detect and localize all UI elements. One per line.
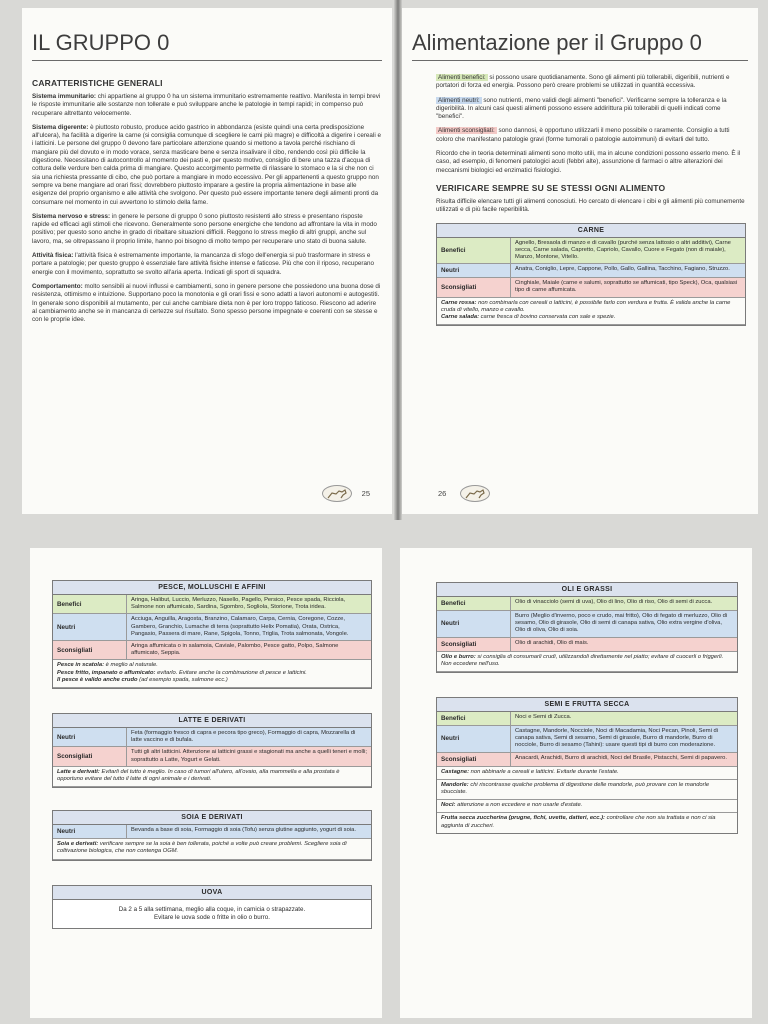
table-note	[437, 813, 737, 832]
row-label: Benefici	[437, 238, 511, 264]
row-neutri	[53, 614, 371, 641]
highlight-neutri: Alimenti neutri:	[438, 96, 480, 104]
definitions	[436, 74, 746, 175]
definition-sconsigliati	[436, 127, 746, 144]
horse-rider-emblem-icon	[460, 485, 490, 502]
row-sconsigliati	[437, 753, 737, 767]
row-items: Burro (Meglio d'inverno, poco e crudo, mai fritto), Olio di fegato di merluzzo, Olio di sesamo, Olio di girasole, Olio di semi di canapa sativa, Olio extra vergine d'oliva, Olio di oliva, Olio di soia.	[515, 613, 728, 634]
note-lead: Pesce in scatola:	[57, 662, 105, 669]
uova-line: Da 2 a 5 alla settimana, meglio alla coque, in camicia o strapazzate.	[118, 905, 306, 913]
paragraph-lead: Sistema nervoso e stress:	[32, 212, 111, 220]
row-items: Olio di arachidi, Olio di mais.	[515, 639, 589, 646]
row-items: Anatra, Coniglio, Lepre, Cappone, Pollo, Gallo, Gallina, Tacchino, Fagiano, Struzzo.	[515, 266, 730, 273]
table-note	[437, 780, 737, 800]
page-28	[400, 548, 752, 1018]
paragraph-lead: Comportamento:	[32, 282, 83, 290]
row-label: Sconsigliati	[53, 747, 127, 765]
note	[441, 314, 741, 321]
paragraph-text: è piuttosto robusto, produce acido gastrico in abbondanza (esiste quindi una certa predisposizione all'ulcera), ha facilità a digerire la carne (si consiglia comunque di scegliere le carni più magre) e difficoltà a digerire i cereali e i latticini. Le persone del gruppo 0 devono fare particolare attenzione quando si mettono a tavola perché rischiano di mangiare più del dovuto e in modo vorace, senza masticare bene e senza insalivare il cibo, rendendo così più difficile la digestione. Necessitano di autocontrollo al momento dei pasti e, per questo motivo, consiglio di bere una tazza d'acqua di cottura delle verdure ben calda prima di mangiare. Questo accorgimento permette di rilassare lo stomaco e la si che non ci sia una richiesta pressante di cibo, che può portare a mangiare in modo eccessivo. Per gli appartenenti a questo gruppo non sempre va bene mangiare ad orari fissi; dovrebbero piuttosto imparare a gestire la propria alimentazione in base alle esigenze del proprio organismo e alle attività che svolgono. Per questo può essere importante tenere degli alimenti pronti da consumare nel momento in cui avvertono lo stimolo della fame.	[32, 123, 381, 206]
page-25	[22, 8, 392, 514]
note	[57, 769, 367, 783]
paragraph-text: in genere le persone di gruppo 0 sono piuttosto resistenti allo stress e presentano risposte rapide ed efficaci agli stimoli che ricevono. Generalmente sono persone energiche che tendono ad affrontare la vita in modo positivo; per questo sono anche in grado di ribaltare situazioni difficili. Reggono lo stress meglio di altri gruppi, anche sul lavoro, ma, se oltrepassano il proprio limite, hanno poi bisogno di molto tempo per recuperare uno stato di buona salute.	[32, 212, 377, 245]
row-label: Neutri	[53, 825, 127, 838]
note	[57, 677, 367, 684]
intro-text: Risulta difficile elencare tutti gli alimenti conosciuti. Ho cercato di elencare i cibi e gli alimenti più comunemente utilizzati e di più facile reperibilità.	[436, 197, 745, 214]
note	[441, 815, 733, 829]
section-heading: VERIFICARE SEMPRE SU SE STESSI OGNI ALIMENTO	[436, 182, 666, 193]
definition-text: sono dannosi, è opportuno utilizzarli il meno possibile o raramente. Consiglio a tutti coloro che manifestano patologie gravi (forme tumorali o patologie autoimmuni) di evitarli del tutto.	[436, 127, 730, 143]
row-label: Neutri	[437, 611, 511, 637]
oli-table	[436, 582, 738, 673]
row-items: Aringa affumicata o in salamoia, Caviale, Palombo, Pesce gatto, Polpo, Salmone affumicato, Seppia.	[131, 643, 339, 657]
row-label: Sconsigliati	[437, 638, 511, 651]
row-benefici	[437, 712, 737, 726]
book-gutter	[394, 0, 402, 520]
row-neutri	[437, 726, 737, 753]
note	[441, 654, 733, 668]
note-text: si consiglia di consumarli crudi, utilizzandoli direttamente nel piatto; evitare di cuocerli o friggerli. Non eccedere nell'uso.	[441, 653, 724, 667]
note-lead: Noci:	[441, 802, 456, 809]
paragraphs	[32, 93, 382, 324]
row-items: Aringa, Halibut, Luccio, Merluzzo, Nasello, Pagello, Persico, Pesce spada, Ricciola, Salmone non affumicato, Sardina, Sgombro, Sogliola, Storione, Trota iridea.	[131, 597, 346, 611]
paragraph-lead: Sistema immunitario:	[32, 93, 97, 100]
row-benefici	[437, 238, 745, 265]
note-text: (ad esempio spada, salmone ecc.)	[137, 676, 228, 683]
note-text: attenzione a non eccedere e non usarle d'estate.	[455, 802, 583, 809]
page-number: 26	[438, 489, 447, 498]
note-lead: Castagne:	[441, 768, 470, 775]
row-label: Sconsigliati	[437, 753, 511, 766]
note-lead: Frutta secca zuccherina (prugne, fichi, uvette, datteri, ecc.):	[441, 815, 605, 822]
note-lead: Carne rossa:	[441, 299, 477, 306]
note	[57, 670, 367, 677]
row-sconsigliati	[53, 747, 371, 766]
note-lead: Olio e burro:	[441, 653, 476, 660]
paragraph	[32, 213, 382, 246]
uova-table	[52, 885, 372, 929]
row-sconsigliati	[437, 638, 737, 652]
table-title: LATTE E DERIVATI	[53, 714, 371, 728]
row-neutri	[437, 611, 737, 638]
paragraph-text: l'attività fisica è estremamente importante, la mancanza di sfogo dell'energia si può trasformare in stress e portare a patologie; per questo gruppo è essenziale fare attività fisiche intense e faticose. Più che con il riposo, recuperano energie con il movimento, soprattutto se svolto all'aria aperta. Indicati gli sport di squadra.	[32, 252, 374, 276]
paragraph-lead: Sistema digerente:	[32, 123, 89, 131]
definition-benefici	[436, 74, 746, 91]
row-neutri	[437, 264, 745, 278]
row-items: Acciuga, Anguilla, Aragosta, Branzino, Calamaro, Carpa, Cernia, Coregone, Cozze, Gambero, Granchio, Lumache di terra (soprattutto Helix Pomatia), Orata, Ostrica, Pangasio, Passera di mare, Rane, Spigola, Tonno, Triglia, Trota salmonata, Vongole.	[131, 616, 349, 637]
uova-body	[53, 900, 371, 928]
paragraph-text: molto sensibili ai nuovi influssi e cambiamenti, sono in genere persone che possiedono una buona dose di resistenza, ottimismo e intuizione. Supportano poco la monotonia e gli orari fissi e sono adatti a lavori autonomi e autogestiti. In generale sono disponibili al mutamento, per cui anche cambiare dieta non è per loro troppo faticoso. Riescono ad aderire al cambiamento anche se in mancanza di certezze sul risultato. Sono spesso persone impegnate e coerenti con se stesse e con le proprie idee.	[32, 282, 381, 324]
paragraph	[32, 93, 382, 118]
note-text: controllare che non sia trattata e non ci sia aggiunta di zuccheri.	[441, 815, 716, 829]
row-items: Cinghiale, Maiale (carne e salumi, soprattutto se affumicati, tipo Speck), Oca, qualsiasi tipo di carne affumicata.	[515, 280, 738, 294]
remember-paragraph: Ricordo che in teoria determinati alimenti sono molto utili, ma in alcune condizioni possono esserlo meno. È il caso, ad esempio, di fenomeni patologici acuti (febbri alte), assunzione di farmaci o altre alterazioni dei meccanismi biologici ed enzimatici fisiologici.	[436, 150, 741, 174]
note-text: non abbinarle a cereali e latticini. Evitarle durante l'estate.	[469, 768, 619, 775]
row-neutri	[53, 728, 371, 747]
table-notes	[53, 660, 371, 688]
note	[441, 769, 733, 776]
row-label: Neutri	[53, 614, 127, 640]
row-label: Benefici	[53, 595, 127, 613]
row-label: Benefici	[437, 597, 511, 610]
row-label: Sconsigliati	[53, 641, 127, 659]
highlight-sconsigliati: Alimenti sconsigliati:	[438, 127, 495, 135]
page-body	[436, 74, 746, 330]
table-title: UOVA	[53, 886, 371, 900]
horse-rider-emblem-icon	[322, 485, 352, 502]
row-items: Feta (formaggio fresco di capra e pecora tipo greco), Formaggio di capra, Mozzarella di latte vaccino e di bufala.	[131, 730, 356, 744]
note-lead: Carne salada:	[441, 313, 480, 320]
note	[441, 300, 741, 314]
table-notes	[53, 839, 371, 859]
row-items: Olio di vinacciolo (semi di uva), Olio di lino, Olio di riso, Olio di semi di zucca.	[515, 599, 713, 605]
row-benefici	[437, 597, 737, 611]
table-title: OLI E GRASSI	[437, 583, 737, 597]
table-note	[437, 767, 737, 780]
row-items: Noci e Semi di Zucca.	[515, 714, 572, 721]
note-lead: Latte e derivati:	[57, 768, 100, 775]
page-number: 25	[361, 489, 370, 498]
section-heading: CARATTERISTICHE GENERALI	[32, 78, 163, 88]
table-notes	[437, 652, 737, 672]
highlight-benefici: Alimenti benefici:	[438, 74, 486, 81]
page-body	[436, 582, 738, 838]
row-label: Neutri	[437, 726, 511, 752]
row-items: Tutti gli altri latticini. Attenzione ai latticini grassi e stagionati ma anche a quelli teneri e molli; soprattutto a Latte, Yogurt e Gelati.	[131, 749, 367, 763]
note-text: chi riscontrasse qualche problema di digestione delle mandorle, può provare con le mandorle sbucciate.	[441, 781, 710, 796]
row-label: Neutri	[437, 264, 511, 277]
page-27	[30, 548, 382, 1018]
table-notes	[437, 298, 745, 326]
table-note	[437, 800, 737, 813]
paragraph	[32, 283, 382, 324]
note-lead: Soia e derivati:	[57, 841, 99, 848]
note	[441, 802, 733, 809]
paragraph	[32, 124, 382, 207]
note-lead: Mandorle:	[441, 781, 469, 788]
note-text: Evitarli del tutto è meglio. In caso di tumori all'utero, all'ovaio, alla mammella e alla prostata è opportuno evitare del tutto il latte di ogni animale e i derivati.	[57, 768, 340, 783]
row-neutri	[53, 825, 371, 839]
note-text: evitarlo. Evitare anche la combinazione di pesce e latticini.	[155, 669, 307, 676]
row-items: Agnello, Bresaola di manzo e di cavallo (purché senza lattosio o altri additivi), Carne secca, Carne salada, Capretto, Capriolo, Cavallo, Cuore e Fegato (non di maiale), Manzo, Montone, Vitello.	[515, 239, 731, 260]
row-items: Anacardi, Arachidi, Burro di arachidi, Noci del Brasile, Pistacchi, Semi di papavero.	[515, 754, 728, 761]
note-lead: Pesce fritto, impanato o affumicato:	[57, 669, 156, 676]
row-sconsigliati	[53, 641, 371, 660]
row-benefici	[53, 595, 371, 614]
paragraph-text: chi appartiene al gruppo 0 ha un sistema immunitario estremamente reattivo. Manifesta in tempi brevi le risposte immunitarie alle sostanze non tollerate e può sviluppare anche le patologie in tempi rapidi; in compenso può recuperare altrettanto velocemente.	[32, 93, 381, 117]
note-text: è meglio al naturale.	[104, 662, 158, 669]
table-title: PESCE, MOLLUSCHI E AFFINI	[53, 581, 371, 595]
row-label: Sconsigliati	[437, 278, 511, 296]
row-items: Castagne, Mandorle, Nocciole, Noci di Macadamia, Noci Pecan, Pinoli, Semi di canapa sativa, Semi di sesamo, Semi di girasole, Burro di mandorle, Burro di nocciole, Burro di sesamo (Tahini): usare questi tipi di burro con moderazione.	[515, 728, 718, 749]
soia-table	[52, 810, 372, 860]
row-label: Benefici	[437, 712, 511, 725]
table-title: SOIA E DERIVATI	[53, 811, 371, 825]
table-title: CARNE	[437, 224, 745, 238]
row-sconsigliati	[437, 278, 745, 297]
definition-text: sono nutrienti, meno validi degli alimenti "benefici". Verificarne sempre la tolleranza e la digeribilità. In alcuni casi questi alimenti possono essere addirittura più tollerabili di quelli indicati come "benefici".	[436, 96, 727, 121]
page-26	[402, 8, 758, 514]
row-items: Bevanda a base di soia, Formaggio di soia (Tofu) senza glutine aggiunto, yogurt di soia.	[131, 827, 356, 834]
table-title: SEMI E FRUTTA SECCA	[437, 698, 737, 712]
page-body	[52, 580, 372, 933]
page-body	[32, 70, 382, 330]
definition-text: si possono usare quotidianamente. Sono gli alimenti più tollerabili, digeribili, nutrienti e portatori di forza ed energia. Possono però creare problemi se utilizzati in quantità eccessiva.	[436, 74, 730, 90]
table-notes	[53, 767, 371, 787]
page-title: IL GRUPPO 0	[32, 30, 382, 61]
note-lead: Il pesce è valido anche crudo	[57, 676, 138, 683]
paragraph-lead: Attività fisica:	[32, 252, 74, 260]
latte-table	[52, 713, 372, 788]
paragraph	[32, 252, 382, 277]
carne-table	[436, 223, 746, 327]
note-text: verificare sempre se la soia è ben tollerata, poiché a volte può creare problemi. Scegliere soia di coltivazione biologica, che non contenga OGM.	[57, 841, 347, 855]
note	[57, 662, 367, 669]
note	[441, 782, 733, 796]
definition-neutri	[436, 97, 746, 122]
page-title: Alimentazione per il Gruppo 0	[412, 30, 748, 61]
note-text: non combinarla con cereali o latticini, è possibile farlo con verdura e frutta. È valida anche la carne cruda di vitello, manzo e cavallo.	[441, 299, 731, 313]
semi-table	[436, 697, 738, 834]
pesce-table	[52, 580, 372, 689]
note	[57, 841, 367, 855]
note-text: carne fresca di bovino conservata con sale e spezie.	[479, 313, 616, 320]
row-label: Neutri	[53, 728, 127, 746]
uova-line: Evitare le uova sode o fritte in olio o burro.	[154, 913, 270, 921]
